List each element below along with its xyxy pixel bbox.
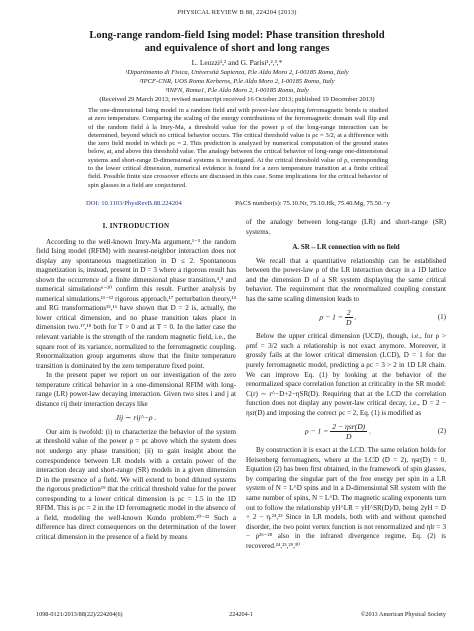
running-head: PHYSICAL REVIEW B 88, 224204 (2013) [177,9,297,16]
equation-expression: Jij ∼ rij^−ρ . [115,413,157,423]
paragraph: According to the well-known Imry-Ma argument,¹⁻³ the random field Ising model (RFIM) with nearest-neighbor interaction does not display any spontaneous magnetization in D ≤ 2. Spontaneous magnetization is, instead, present in D = 3 where a rigorous result has shown the occurrence of a finite dimensional phase transition,⁴,⁵ and numerical simulations⁶⁻¹⁰ confirm this result. Further analysis by numerical simulations,¹¹⁻¹² rigorous approach,¹⁷ perturbation theory,¹⁴ and RG transformations¹⁵,¹⁶ have shown that D = 2 is, actually, the lower critical dimension, and no phase transition takes place in dimension two.¹⁷,¹⁸ both for T > 0 and at T = 0. In the latter case the relevant variable is the strength of the random magnetic field, i.e., the square root of its variance, normalized to the ferromagnetic coupling. Renormalization group arguments show that the finite temperature transition is dominated by the zero temperature fixed point. [36,237,236,370]
received-dates: (Received 29 March 2013; revised manuscript received 16 October 2013; published 19 December 2013) [99,95,375,103]
equation-number: (1) [437,313,446,322]
paragraph: Below the upper critical dimension (UCD), though, i.e., for ρ > ρmf = 3/2 such a relationship is not exact anymore. Moreover, it grossly fails at the lower critical dimension (LCD), D = 1 for the purely ferromagnetic model, predicting a ρc = 3 > 2 in 1D LR chain. We can improve Eq. (1) by looking at the behavior of the renormalized space correlation function at criticality in the SR model: C(r) ∼ r^−D+2−ηSR(D). Requiring that at the LCD the correlation function does not display any power-law critical decay, i.e., D = 2 − ηsr(D) and imposing the correct ρc = 2, Eq. (1) is modified as [246,332,446,417]
equation-lhs: ρ − 1 = [304,426,329,436]
doi-link[interactable]: DOI: 10.1103/PhysRevB.88.224204 [86,200,182,207]
paragraph: By construction it is exact at the LCD. The same relation holds for Heisenberg ferromagnets, where at the LCD (D = 2), ηsr(D) = 0. Equation (2) has been first obtained, in the framework of spin glasses, by comparing the singular part of the free energy per spin in a LR system of N = L^D spins and in a D-dimensional SR system with the same number of spins, N = L^D. The magnetic scaling exponents turn out to follow the relationship yH^LR = yH^SR(D)/D, being 2yH = D + 2 − η.²⁴,²⁵ Since in LR models, both with and without quenched disorder, the two point vertex function is not renormalized and ηlr = 3 − ρ²⁶⁻²⁸ also in the infrared divergence regime, Eq. (2) is recovered.²⁴,²⁵,²⁹,³⁰ [246,446,446,550]
fraction-denominator: D [346,318,352,328]
fraction-numerator: 2 − ηsr(D) [332,422,366,432]
equation-2 [246,422,446,441]
equation-tail: . [369,426,372,436]
equation-expression [246,422,430,441]
equation-number: (2) [437,427,446,436]
title-line: and equivalence of short and long ranges [144,42,330,54]
footer-copyright: ©2013 American Physical Society [360,611,446,618]
footer-issn: 1098-0121/2013/88(22)/224204(6) [36,611,123,618]
paragraph: We recall that a quantitative relationship can be established between the power-law ρ of the LR interaction decay in a 1D lattice and the dimension D of a SR system displaying the same critical behavior. The requirement that the renormalized coupling constant has the same scaling dimension leads to [246,256,446,303]
equation-1 [246,308,446,327]
pacs-numbers: PACS number(s): 75.10.Nr, 75.10.Hk, 75.40.Mg, 75.50.−y [235,200,390,207]
title-line: Long-range random-field Ising model: Phase transition threshold [89,30,385,41]
fraction-numerator: 2 [346,308,351,318]
doi-row [86,200,390,207]
equation-interaction-decay [36,413,236,423]
right-column [246,218,446,551]
equation-tail: . [354,312,357,322]
author-list: L. Leuzzi¹,² and G. Parisi¹,²,³,* [191,58,283,67]
affiliation: ³INFN, Roma1, P.le Aldo Moro 2, I-00185 Roma, Italy [165,86,309,94]
article-title [40,30,434,55]
left-column [36,218,236,543]
paragraph: Our aim is twofold: (i) to characterize the behavior of the system at threshold value of the power ρ = ρc above which the system does not undergo any phase transition; (ii) to gain insight about the correspondence between LR models with a certain power of the interaction decay and short-range (SR) models in a given dimension D in the presence of a field. We will extend to bond diluted systems the rigorous prediction¹⁹ that the critical threshold value for the power corresponding to a lower critical dimension is ρc = 1.5 in the 1D RFIM. This is ρc = 2 in the 1D ferromagnetic model in the absence of a field, modeling the well-known Kondo problem.²⁰⁻²² Such a difference has direct consequences on the determination of the lower critical dimension in the presence of a field by means [36,427,236,541]
paragraph: of the analogy between long-range (LR) and short-range (SR) systems. [246,218,446,236]
equation-expression [246,308,430,327]
affiliation: ²IPCF-CNR, UOS Roma Kerberos, P.le Aldo Moro 2, I-00185 Roma, Italy [139,77,335,85]
subsection-heading: A. SR↔LR connection with no field [292,243,400,252]
page-footer [36,611,446,618]
affiliations [0,69,474,105]
abstract: The one-dimensional Ising model in a random field and with power-law decaying ferromagnetic bonds is studied at zero temperature. Comparing the scaling of the energy contributions of the ferromagnetic domain wall flip and of the random field à la Imry-Ma, a threshold value for the power ρ of the long-range interaction can be determined, beyond which no critical behavior occurs. The critical threshold value is ρc = 3/2, at a difference with the zero field model in which ρc = 2. This prediction is analyzed by numerical computation of the ground states below, at, and above this threshold value. The analogy between the critical behavior of long-range one-dimensional systems and short-range D-dimensional systems is investigated. At the critical threshold value of ρ, corresponding to the lower critical dimension, numerical evidence is found for a zero temperature transition at a finite critical field. Possible finite size crossover effects are discussed in this case. Some implications for the critical behavior of spin glasses in a field are conjectured. [88,107,388,189]
equation-fraction [330,422,367,441]
section-heading: I. INTRODUCTION [102,222,170,230]
footer-page-number: 224204-1 [229,611,253,618]
equation-fraction [345,308,353,327]
equation-lhs: ρ − 1 = [319,312,343,322]
paragraph: In the present paper we report on our investigation of the zero temperature critical behavior in a one-dimensional RFIM with long-range (LR) power-law decaying interaction. Given two sites i and j at distance rij their interaction decays like [36,371,236,408]
affiliation: ¹Dipartimento di Fisica, Università Sapienza, P.le Aldo Moro 2, I-00185 Roma, Italy [125,69,349,76]
fraction-denominator: D [345,432,352,442]
